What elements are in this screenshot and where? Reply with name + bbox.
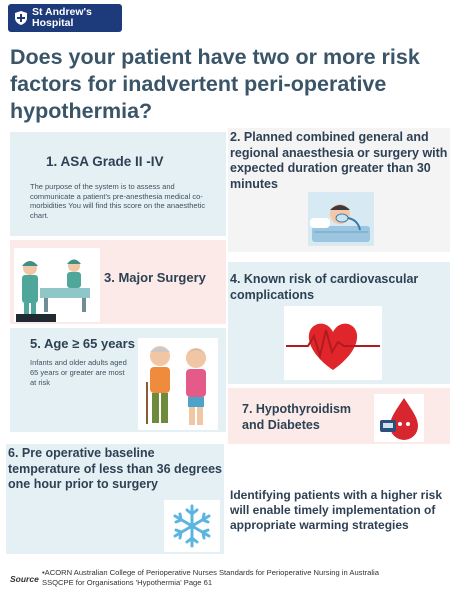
- factor-6-panel: [6, 444, 224, 554]
- factor-4-panel: [228, 262, 450, 384]
- factor-3-panel: [10, 240, 226, 324]
- source-footer: [0, 562, 456, 598]
- factor-7-panel: [228, 388, 450, 444]
- factor-1-panel: [10, 132, 226, 236]
- factor-6-title: 6. Pre operative baseline temperature of less than 36 degrees one hour prior to surgery: [8, 446, 222, 491]
- hospital-logo: [8, 4, 122, 32]
- page-title: Does your patient have two or more risk factors for inadvertent peri-operative hypothermia?: [10, 45, 420, 123]
- factor-2-panel: [228, 128, 450, 252]
- heart-pulse-icon: [284, 306, 382, 380]
- anaesthesia-patient-icon: [308, 192, 374, 246]
- blood-drop-icon: [374, 394, 424, 442]
- source-label: Source: [10, 574, 39, 584]
- elderly-couple-icon: [138, 338, 218, 430]
- source-line2: SSQCPE for Organisations 'Hypothermia' Page 61: [42, 578, 213, 587]
- shield-icon: [14, 11, 28, 25]
- factor-1-text: The purpose of the system is to assess and communicate a patient's pre-anesthesia medical co-morbidities You will find this score on the anaesthetic chart.: [30, 182, 206, 220]
- factor-4-title: 4. Known risk of cardiovascular complications: [230, 272, 419, 302]
- snowflake-icon: [164, 500, 220, 552]
- logo-line2: Hospital: [32, 17, 74, 29]
- factor-7-title: 7. Hypothyroidism and Diabetes: [242, 402, 352, 432]
- logo-text: [32, 7, 92, 29]
- source-line1: •ACORN Australian College of Perioperative Nurses Standards for Perioperative Nursing in Australia: [42, 568, 379, 577]
- factor-5-title: 5. Age ≥ 65 years: [30, 336, 135, 351]
- factor-5-panel: [10, 328, 226, 432]
- factor-5-text: Infants and older adults aged 65 years or greater are most at risk: [30, 358, 127, 387]
- conclusion-text: Identifying patients with a higher risk will enable timely implementation of appropriate warming strategies: [230, 488, 443, 532]
- logo-line1: St Andrew's: [32, 6, 92, 18]
- factor-2-title: 2. Planned combined general and regional anaesthesia or surgery with expected duration greater than 30 minutes: [230, 130, 448, 191]
- factor-1-title: 1. ASA Grade II -IV: [46, 154, 164, 169]
- surgery-team-icon: [14, 248, 100, 322]
- factor-3-title: 3. Major Surgery: [104, 270, 206, 285]
